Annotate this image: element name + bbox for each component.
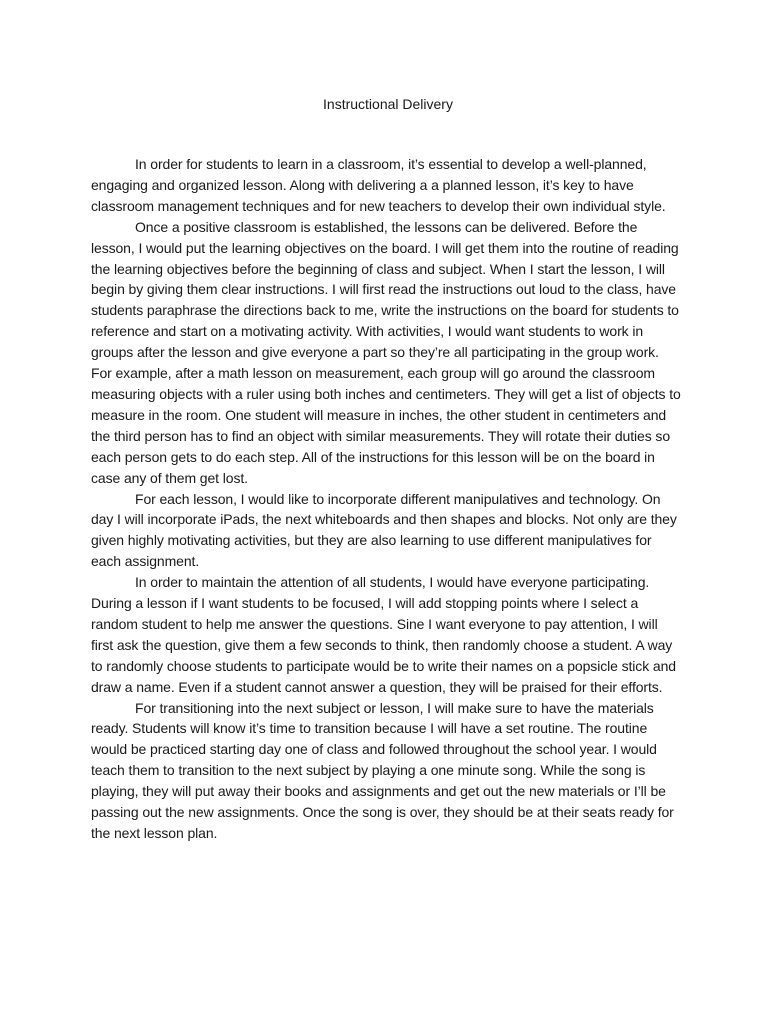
paragraph-attention: In order to maintain the attention of all students, I would have everyone participating. During a lesson if I want students to be focused, I will add stopping points where I select a random student to help me answer the questions. Sine I want everyone to pay attention, I will first ask the question, give them a few seconds to think, then randomly choose a student. A way to randomly choose students to participate would be to write their names on a popsicle stick and draw a name. Even if a student cannot answer a question, they will be praised for their efforts. [91, 574, 676, 695]
document-title: Instructional Delivery [323, 96, 453, 112]
paragraph-introduction: In order for students to learn in a classroom, it’s essential to develop a well-planned, engaging and organized lesson. Along with delivering a a planned lesson, it’s key to have classroom management techniques and for new teachers to develop their own individual style. [91, 156, 666, 214]
paragraph-manipulatives: For each lesson, I would like to incorporate different manipulatives and technology. On day I will incorporate iPads, the next whiteboards and then shapes and blocks. Not only are they given highly motivating activities, but they are also learning to use different manipulatives for each assignment. [91, 490, 677, 570]
paragraph-lesson-delivery: Once a positive classroom is established, the lessons can be delivered. Before the lesson, I would put the learning objectives on the board. I will get them into the routine of reading the learning objectives before the beginning of class and subject. When I start the lesson, I will begin by giving them clear instructions. I will first read the instructions out loud to the class, have students paraphrase the directions back to me, write the instructions on the board for students to reference and start on a motivating activity. With activities, I would want students to work in groups after the lesson and give everyone a part so they’re all participating in the group work. For example, after a math lesson on measurement, each group will go around the classroom measuring objects with a ruler using both inches and centimeters. They will get a list of objects to measure in the room. One student will measure in inches, the other student in centimeters and the third person has to find an object with similar measurements. They will rotate their duties so each person gets to do each step. All of the instructions for this lesson will be on the board in case any of them get lost. [91, 218, 681, 486]
document-body [91, 154, 683, 844]
paragraph-transitions: For transitioning into the next subject or lesson, I will make sure to have the materials ready. Students will know it’s time to transition because I will have a set routine. The routine would be practiced starting day one of class and followed throughout the school year. I would teach them to transition to the next subject by playing a one minute song. While the song is playing, they will put away their books and assignments and get out the new materials or I’ll be passing out the new assignments. Once the song is over, they should be at their seats ready for the next lesson plan. [91, 699, 674, 841]
